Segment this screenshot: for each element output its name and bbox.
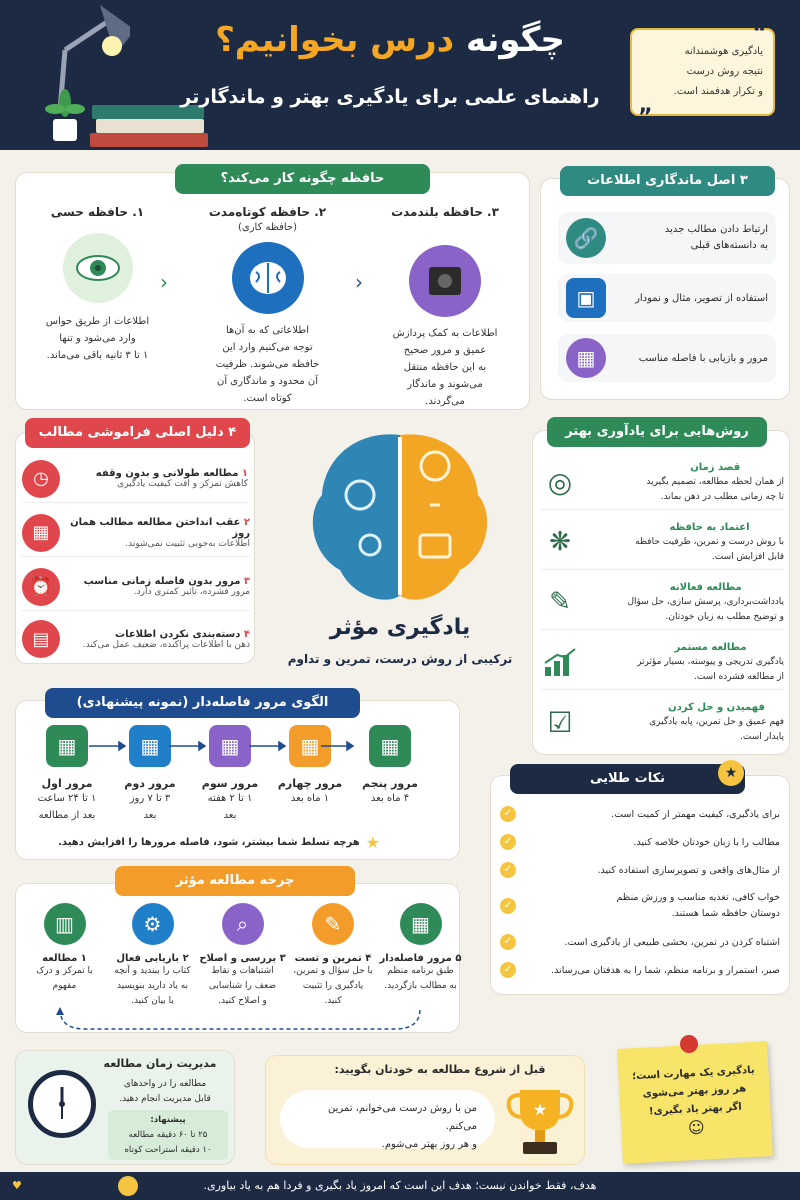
method-line: یادداشت‌برداری، پرسش سازی، حل سؤال [627, 596, 784, 607]
stage-line: اطلاعاتی که به آن‌ها [225, 325, 310, 336]
time-line: قابل مدیریت انجام دهید. [119, 1094, 211, 1104]
image-icon: ▣ [566, 278, 606, 318]
suggest-line: ۱۰ دقیقه استراحت کوتاه [124, 1145, 212, 1155]
speech-bubble [280, 1090, 495, 1148]
self-talk-heading: قبل از شروع مطالعه به خودتان بگویید: [334, 1063, 546, 1076]
forget-item [22, 455, 250, 503]
method-item [540, 695, 784, 750]
cycle-step [378, 903, 463, 994]
review-step [345, 725, 435, 807]
methods-heading: روش‌هایی برای یادآوری بهتر [547, 417, 767, 447]
footer-bar [0, 1172, 800, 1200]
method-line: تا چه زمانی مطلب در ذهن بماند. [660, 491, 784, 502]
cycle-step [105, 903, 200, 1009]
page-title: چگونه درس بخوانیم؟ [215, 20, 565, 60]
quote-line: یادگیری هوشمندانه [684, 46, 763, 57]
bubble-line: و هر روز بهتر می‌شوم. [381, 1139, 477, 1150]
time-heading: مدیریت زمان مطالعه [103, 1057, 217, 1070]
method-item [540, 575, 784, 630]
tip-item [500, 928, 780, 956]
memory-stage-shortterm [195, 205, 340, 407]
brain-icon [232, 242, 304, 314]
cycle-line: به یاد دارید بنویسید [116, 981, 189, 991]
stage-line: ۱ تا ۳ ثانیه باقی می‌ماند. [46, 350, 149, 361]
cycle-line: اشتباهات و نقاط [211, 966, 274, 976]
method-title: مطالعه مستمر [674, 641, 747, 653]
forget-item [22, 509, 250, 557]
spaced-note-text: هرچه تسلط شما بیشتر، شود، فاصله مرورها را افزایش دهید. [58, 837, 360, 848]
principle-text: استفاده از تصویر، مثال و نمودار [635, 292, 768, 304]
forget-desc: اطلاعات به‌خوبی تثبیت نمی‌شوند. [125, 538, 250, 549]
forget-title: دسته‌بندی نکردن اطلاعات [115, 628, 241, 640]
principle-text: ارتباط دادن مطالب جدید [664, 224, 768, 235]
cycle-line: یا بیان کنید. [131, 996, 174, 1006]
review-line: ۳ تا ۷ روز [129, 793, 171, 804]
alarm-clock-icon: ⏰ [22, 568, 60, 606]
brain-icon: ❋ [549, 527, 571, 557]
center-title: یادگیری مؤثر [329, 615, 471, 640]
cycle-step [288, 903, 378, 1009]
stage-line: اطلاعات به کمک پردازش [392, 328, 498, 339]
review-line: ۱ تا ۲ هفته [207, 793, 253, 804]
quote-box [630, 21, 775, 130]
cycle-title: ۳ بررسی و اصلاح [199, 953, 286, 964]
method-line: یادگیری تدریجی و پیوسته، بسیار مؤثرتر [637, 656, 784, 667]
tips-heading: نکات طلایی [510, 764, 745, 794]
method-title: اعتماد به حافظه [669, 521, 750, 533]
tip-text: برای یادگیری، کیفیت مهمتر از کمیت است. [611, 808, 780, 820]
review-arrows [85, 738, 355, 752]
stage-line: می‌گردند. [425, 396, 465, 407]
svg-text:★: ★ [532, 1100, 548, 1119]
cycle-line: به مطالب بازگردید. [384, 981, 457, 991]
cycle-line: کتاب را ببندید و آنچه [114, 966, 191, 976]
review-line: ۱ ماه بعد [290, 793, 330, 804]
suggest-title: پیشنهاد: [150, 1115, 186, 1125]
method-item [540, 455, 784, 510]
stage-line: حافظه می‌شوند. ظرفیت [215, 359, 320, 370]
target-icon: ◎ [547, 465, 573, 499]
tip-text: اشتباه کردن در تمرین، بخشی طبیعی از یادگیری است. [564, 936, 780, 948]
review-line: ۴ ماه بعد [370, 793, 410, 804]
stage-line: به این حافظه منتقل [403, 362, 487, 373]
check-icon: ✓ [500, 962, 516, 978]
forget-heading: ۴ دلیل اصلی فراموشی مطالب [25, 418, 250, 448]
principle-text: به دانسته‌های قبلی [690, 240, 768, 251]
method-title: مطالعه فعالانه [669, 581, 742, 593]
time-line: مطالعه را در واحدهای [123, 1079, 207, 1089]
method-line: فهم عمیق و حل تمرین، پایه یادگیری [649, 717, 784, 727]
stage-title: ۳. حافظه بلندمدت [391, 205, 499, 219]
stage-line: آن محدود و ماندگاری آن [216, 376, 319, 387]
method-line: با روش درست و تمرین، ظرفیت حافظه [635, 536, 784, 547]
tip-text: از مثال‌های واقعی و تصویرسازی استفاده کنید. [597, 864, 780, 876]
time-suggest-box [108, 1110, 228, 1160]
method-line: از مطالعه فشرده است. [693, 671, 784, 682]
method-title: قصد زمان [690, 461, 741, 473]
head-gears-icon: ⚙ [132, 903, 174, 945]
cycle-step [22, 903, 107, 994]
check-icon: ✓ [500, 934, 516, 950]
cycle-line: با تمرکز و درک [36, 966, 93, 976]
check-icon: ✓ [500, 834, 516, 850]
memory-stage-sensory [30, 205, 165, 364]
center-subtitle: ترکیبی از روش درست، تمرین و تداوم [287, 652, 513, 666]
plant-pot-icon [45, 85, 85, 145]
note-line: هر روز بهتر می‌شوی [642, 1083, 747, 1100]
principles-heading: ۳ اصل ماندگاری اطلاعات [560, 166, 775, 196]
head-brain-icon [118, 1176, 138, 1196]
cycle-line: یادگیری را تثبیت [302, 981, 364, 991]
cycle-step [195, 903, 290, 1009]
review-title: مرور سوم [201, 777, 259, 790]
arrow-icon: ‹ [355, 270, 363, 294]
check-icon: ✓ [500, 862, 516, 878]
forget-num: ۴ [243, 628, 250, 640]
principle-text: مرور و بازیابی با فاصله مناسب [638, 352, 768, 364]
check-icon: ✓ [500, 806, 516, 822]
stage-title: ۲. حافظه کوتاه‌مدت [208, 205, 327, 219]
cycle-title: ۵ مرور فاصله‌دار [379, 953, 462, 964]
forget-item [22, 563, 250, 611]
wall-clock-icon [28, 1070, 96, 1138]
method-line: قابل افزایش است. [711, 551, 784, 562]
quote-close-icon: ” [638, 105, 653, 130]
forget-desc: ذهن با اطلاعات پراکنده، ضعیف عمل می‌کند. [82, 639, 250, 650]
archive-box-icon: ▤ [22, 620, 60, 658]
spaced-note [58, 833, 380, 852]
magnifier-icon: ⌕ [222, 903, 264, 945]
review-title: مرور پنجم [362, 777, 418, 790]
stage-line: عمیق و مرور صحیح [403, 345, 487, 356]
eye-icon [63, 233, 133, 303]
stage-title: ۱. حافظه حسی [50, 205, 145, 219]
forget-desc: کاهش تمرکز و افت کیفیت یادگیری [117, 479, 248, 489]
spaced-heading: الگوی مرور فاصله‌دار (نمونه پیشنهادی) [45, 688, 360, 718]
calendar-icon: ▦ [400, 903, 442, 945]
review-title: مرور اول [41, 777, 93, 790]
forget-num: ۲ [243, 516, 250, 528]
suggest-line: ۲۵ تا ۶۰ دقیقه مطالعه [128, 1130, 208, 1140]
forget-title: مطالعه طولانی و بدون وقفه [95, 468, 239, 479]
method-item [540, 635, 784, 690]
open-book-icon: ▥ [44, 903, 86, 945]
cycle-return-arrow [55, 1005, 425, 1033]
forget-title: مرور بدون فاصله زمانی مناسب [83, 576, 241, 587]
stage-sub: (حافظه کاری) [237, 222, 298, 233]
star-badge-icon: ★ [718, 760, 744, 786]
forget-desc: مرور فشرده، تاثیر کمتری دارد. [133, 587, 250, 597]
tip-item [500, 956, 780, 984]
calendar-icon: ▦ [129, 725, 171, 767]
principle-item [558, 334, 776, 382]
cycle-line: با حل سؤال و تمرین، [293, 966, 373, 976]
bubble-line: من با روش درست می‌خوانم، تمرین می‌کنم. [328, 1103, 477, 1132]
notepad-pencil-icon: ✎ [549, 587, 571, 617]
trophy-icon [505, 1085, 575, 1157]
principle-item [558, 212, 776, 264]
stage-line: می‌شوند و ماندگار [407, 379, 483, 390]
memory-heading: حافظه چگونه کار می‌کند؟ [175, 164, 430, 194]
brain-illustration [300, 425, 500, 615]
smiley-icon: ☺ [687, 1117, 706, 1138]
calendar-icon: ▦ [209, 725, 251, 767]
quote-line: و تکرار هدفمند است. [673, 86, 763, 97]
cycle-title: ۴ تمرین و تست [294, 953, 372, 964]
review-title: مرور چهارم [277, 777, 343, 790]
calendar-icon: ▦ [22, 514, 60, 552]
quote-line: نتیجه روش درست [686, 66, 763, 77]
time-desc [100, 1077, 230, 1107]
tips-list [500, 800, 780, 984]
review-line: بعد [223, 810, 237, 821]
review-line: بعد [143, 810, 157, 821]
calendar-icon: ▦ [46, 725, 88, 767]
page-subtitle: راهنمای علمی برای یادگیری بهتر و ماندگارتر [180, 86, 600, 108]
cycle-heading: چرخه مطالعه مؤثر [115, 866, 355, 896]
principle-item [558, 274, 776, 322]
note-line: اگر بهتر یاد بگیری! [648, 1101, 742, 1118]
forget-num: ۱ [241, 468, 248, 479]
growth-chart-icon [540, 642, 580, 682]
memory-stage-longterm [375, 205, 515, 410]
footer-text: هدف، فقط خواندن نیست؛ هدف این است که امروز یاد بگیری و فردا هم به یاد بیاوری. [203, 1179, 597, 1192]
checkbox-icon: ☑ [547, 706, 573, 739]
check-icon: ✓ [500, 898, 516, 914]
cycle-line: ضعف را شناسایی [208, 981, 277, 991]
pencil-icon: ✎ [312, 903, 354, 945]
cycle-title: ۱ مطالعه [42, 953, 87, 964]
forget-title: عقب انداختن مطالعه مطالب همان روز [70, 516, 250, 539]
stage-line: اطلاعات از طریق حواس [45, 316, 150, 327]
tip-text: صبر، استمرار و برنامه منظم، شما را به هدفتان می‌رساند. [551, 964, 780, 976]
tip-item [500, 856, 780, 884]
calendar-icon: ▦ [289, 725, 331, 767]
tip-item [500, 800, 780, 828]
review-title: مرور دوم [124, 777, 176, 790]
cycle-title: ۲ بازیابی فعال [116, 953, 189, 964]
stage-line: توجه می‌کنیم وارد این [222, 342, 313, 353]
stage-line: کوتاه است. [243, 393, 292, 404]
method-item [540, 515, 784, 570]
method-line: و توضیح مطلب به زبان خودتان. [665, 611, 784, 622]
tip-text: مطالب را با زبان خودتان خلاصه کنید. [633, 836, 780, 848]
tip-text: خواب کافی، تغذیه مناسب و ورزش منظم دوستان حافظه شما هستند. [616, 892, 780, 919]
calendar-icon: ▦ [566, 338, 606, 378]
clock-icon: ◷ [22, 460, 60, 498]
calendar-icon: ▦ [369, 725, 411, 767]
cycle-line: مفهوم [52, 981, 77, 991]
review-line: بعد از مطالعه [38, 810, 96, 821]
forget-num: ۳ [243, 576, 250, 587]
safe-icon [409, 245, 481, 317]
note-line: یادگیری یک مهارت است؛ [631, 1064, 755, 1083]
cycle-line: کنید. [324, 996, 342, 1006]
stage-line: وارد می‌شود و تنها [59, 333, 136, 344]
review-line: ۱ تا ۲۴ ساعت [37, 793, 97, 804]
dashed-arrow-icon: ‹ [160, 270, 168, 294]
tip-item [500, 884, 780, 928]
cycle-line: و اصلاح کنید. [218, 996, 267, 1006]
method-title: فهمیدن و حل کردن [668, 702, 765, 713]
tip-item [500, 828, 780, 856]
books-stack-icon [90, 105, 210, 147]
quote-open-icon: “ [752, 21, 767, 46]
sticky-note [617, 1041, 773, 1164]
star-icon: ★ [365, 833, 380, 852]
cycle-line: طبق برنامه منظم [387, 966, 454, 976]
pushpin-icon [680, 1035, 698, 1053]
method-line: پایدار است. [740, 732, 784, 742]
link-icon: 🔗 [566, 218, 606, 258]
forget-item [22, 617, 250, 661]
heart-icon: ♥ [12, 1179, 22, 1192]
method-line: از همان لحظه مطالعه، تصمیم بگیرید [646, 476, 784, 487]
